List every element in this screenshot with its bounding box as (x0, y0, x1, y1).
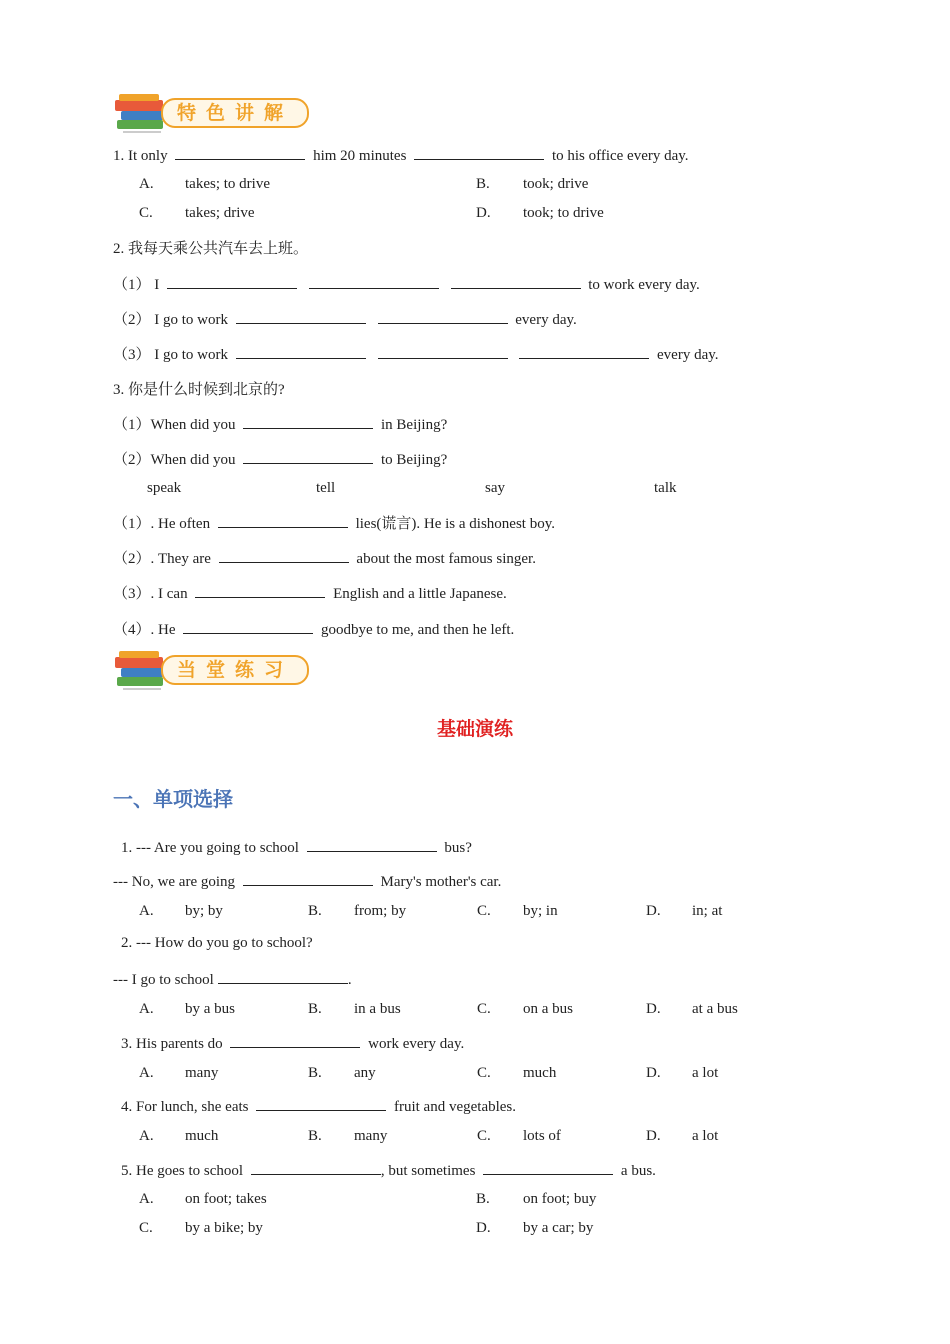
mc2-question: 2. --- How do you go to school? (121, 935, 313, 951)
mc3-option-d[interactable]: D. (646, 1065, 661, 1081)
q2-line-1: （1） I to work every day. (113, 273, 700, 294)
mc4-blank[interactable] (256, 1096, 386, 1111)
mc1-option-d[interactable]: D. (646, 903, 661, 919)
q2-2-blank-1[interactable] (236, 309, 366, 324)
q1-option-c-text: takes; drive (185, 205, 255, 221)
word-speak: speak (147, 480, 182, 496)
q1-suffix: to his office every day. (551, 148, 689, 164)
mc4-option-a[interactable]: A. (139, 1128, 154, 1144)
mc4-option-d-text: a lot (692, 1128, 719, 1144)
mc2-blank[interactable] (218, 969, 348, 984)
mc5-option-a-text: on foot; takes (185, 1191, 267, 1207)
mc4-option-b[interactable]: B. (308, 1128, 322, 1144)
mc3-option-b[interactable]: B. (308, 1065, 322, 1081)
mc5-option-a[interactable]: A. (139, 1191, 154, 1207)
q3-1-blank[interactable] (243, 414, 373, 429)
mc1-blank-1[interactable] (307, 837, 437, 852)
fill-line-4: （4）. He goodbye to me, and then he left. (113, 618, 514, 639)
mc1-option-c-text: by; in (523, 903, 558, 919)
q3-line-1: （1）When did you in Beijing? (113, 413, 447, 434)
word-say: say (485, 480, 505, 496)
mc1-question: 1. --- Are you going to school bus? (121, 837, 472, 857)
mc5-blank-1[interactable] (251, 1160, 381, 1175)
feature-badge (113, 90, 313, 140)
q1-prefix: 1. It only (113, 148, 168, 164)
mc3-option-c[interactable]: C. (477, 1065, 491, 1081)
q1-line (113, 145, 689, 165)
section-title: 一、单项选择 (113, 787, 233, 811)
q1-blank-1[interactable] (175, 145, 305, 160)
fill-4-blank[interactable] (183, 619, 313, 634)
mc2-option-c-text: on a bus (523, 1001, 573, 1017)
fill-line-2: （2）. They are about the most famous singer. (113, 547, 536, 568)
mc3-option-c-text: much (523, 1065, 557, 1081)
q2-3-blank-3[interactable] (519, 344, 649, 359)
mc5-option-c[interactable]: C. (139, 1220, 153, 1236)
center-title: 基础演练 (436, 718, 513, 740)
q1-option-a[interactable]: A. (139, 176, 154, 192)
mc3-option-b-text: any (354, 1065, 376, 1081)
word-tell: tell (316, 480, 336, 496)
mc2-option-d[interactable]: D. (646, 1001, 661, 1017)
mc4-option-c[interactable]: C. (477, 1128, 491, 1144)
mc1-option-c[interactable]: C. (477, 903, 491, 919)
mc4-option-c-text: lots of (523, 1128, 561, 1144)
fill-line-3: （3）. I can English and a little Japanese. (113, 582, 507, 603)
mc3-option-a[interactable]: A. (139, 1065, 154, 1081)
mc5-option-d[interactable]: D. (476, 1220, 491, 1236)
mc5-option-b-text: on foot; buy (523, 1191, 597, 1207)
q2-3-blank-1[interactable] (236, 344, 366, 359)
mc1-option-b[interactable]: B. (308, 903, 322, 919)
q1-option-b-text: took; drive (523, 176, 589, 192)
q1-option-b[interactable]: B. (476, 176, 490, 192)
mc2-option-d-text: at a bus (692, 1001, 738, 1017)
mc3-option-d-text: a lot (692, 1065, 719, 1081)
mc1-option-a[interactable]: A. (139, 903, 154, 919)
fill-1-blank[interactable] (218, 513, 348, 528)
mc4-option-a-text: much (185, 1128, 219, 1144)
mc4-option-b-text: many (354, 1128, 388, 1144)
mc2-option-a[interactable]: A. (139, 1001, 154, 1017)
mc1-answer-line: --- No, we are going Mary's mother's car. (113, 871, 501, 891)
q2-2-blank-2[interactable] (378, 309, 508, 324)
q3-line-2: （2）When did you to Beijing? (113, 448, 447, 469)
q1-option-d-text: took; to drive (523, 205, 604, 221)
mc4-question: 4. For lunch, she eats fruit and vegetables. (121, 1096, 516, 1116)
mc2-option-c[interactable]: C. (477, 1001, 491, 1017)
q3-2-blank[interactable] (243, 449, 373, 464)
mc1-option-d-text: in; at (692, 903, 723, 919)
q2-title: 2. 我每天乘公共汽车去上班。 (113, 241, 309, 257)
q1-mid: him 20 minutes (313, 148, 407, 164)
mc5-question: 5. He goes to school , but sometimes a bus. (121, 1160, 656, 1180)
mc2-option-b[interactable]: B. (308, 1001, 322, 1017)
mc2-answer-line: --- I go to school . (113, 969, 352, 989)
q3-title: 3. 你是什么时候到北京的? (113, 382, 285, 398)
mc3-question: 3. His parents do work every day. (121, 1033, 464, 1053)
q1-option-c[interactable]: C. (139, 205, 153, 221)
mc1-option-b-text: from; by (354, 903, 407, 919)
q2-1-blank-2[interactable] (309, 274, 439, 289)
practice-badge-label: 当堂练习 (161, 655, 309, 685)
q1-option-a-text: takes; to drive (185, 176, 270, 192)
q2-1-blank-1[interactable] (167, 274, 297, 289)
mc2-option-b-text: in a bus (354, 1001, 401, 1017)
fill-3-blank[interactable] (195, 583, 325, 598)
q1-blank-2[interactable] (414, 145, 544, 160)
mc5-option-d-text: by a car; by (523, 1220, 594, 1236)
mc5-option-b[interactable]: B. (476, 1191, 490, 1207)
mc1-blank-2[interactable] (243, 871, 373, 886)
feature-badge-label: 特色讲解 (161, 98, 309, 128)
mc1-option-a-text: by; by (185, 903, 223, 919)
word-talk: talk (654, 480, 677, 496)
q1-option-d[interactable]: D. (476, 205, 491, 221)
mc3-blank[interactable] (230, 1033, 360, 1048)
mc2-option-a-text: by a bus (185, 1001, 235, 1017)
practice-badge (113, 647, 313, 697)
q2-1-blank-3[interactable] (451, 274, 581, 289)
mc3-option-a-text: many (185, 1065, 219, 1081)
q2-3-blank-2[interactable] (378, 344, 508, 359)
mc4-option-d[interactable]: D. (646, 1128, 661, 1144)
q2-line-2: （2） I go to work every day. (113, 308, 577, 329)
q2-line-3: （3） I go to work every day. (113, 343, 719, 364)
fill-2-blank[interactable] (219, 548, 349, 563)
mc5-blank-2[interactable] (483, 1160, 613, 1175)
fill-line-1: （1）. He often lies(谎言). He is a dishonest boy. (113, 512, 555, 533)
mc5-option-c-text: by a bike; by (185, 1220, 263, 1236)
